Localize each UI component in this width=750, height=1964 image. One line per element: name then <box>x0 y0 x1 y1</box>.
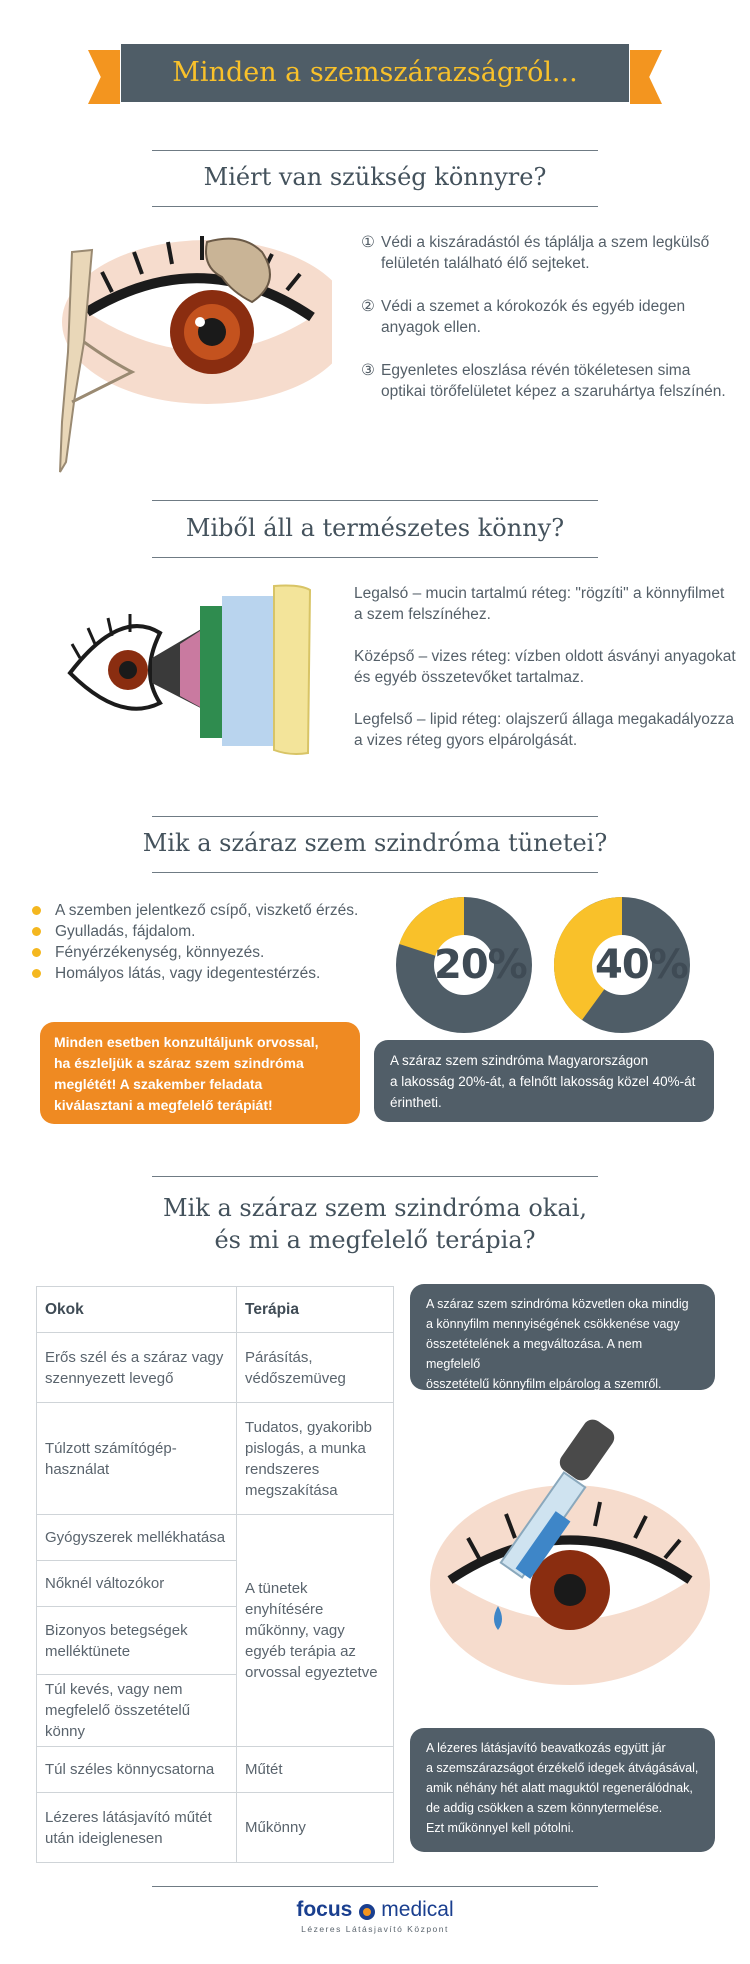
divider <box>152 206 598 207</box>
causes-therapy-table <box>36 1286 394 1863</box>
page-title: Minden a szemszárazságról... <box>121 44 629 102</box>
table-cell-therapy: Tudatos, gyakoribb pislogás, a munka rendszeres megszakítása <box>237 1403 394 1515</box>
symptom-list <box>32 900 358 984</box>
divider <box>152 500 598 501</box>
note-text: A lézeres látásjavító beavatkozás együtt jár <box>426 1741 666 1755</box>
statistic-note-box <box>374 1040 714 1122</box>
table-cell-cause: Túl kevés, vagy nem megfelelő összetételű könny <box>37 1675 237 1747</box>
bullet-dot-icon <box>32 948 41 957</box>
divider <box>152 1176 598 1177</box>
brand-tagline: Lézeres Látásjavító Központ <box>301 1924 449 1934</box>
column-header-causes: Okok <box>37 1287 237 1333</box>
note-text: de addig csökken a szem könnytermelése. <box>426 1801 663 1815</box>
benefit-item-3 <box>361 360 726 402</box>
table-row <box>37 1793 394 1863</box>
table-cell-therapy: Műtét <box>237 1747 394 1793</box>
layer-text: Középső – vizes réteg: vízben oldott ásványi anyagokat <box>354 648 736 665</box>
note-text: amik néhány hét alatt maguktól regenerálódnak, <box>426 1781 693 1795</box>
table-cell-cause: Lézeres látásjavító műtét után ideiglenesen <box>37 1793 237 1863</box>
layer-text: Legfelső – lipid réteg: olajszerű állaga megakadályozza <box>354 711 734 728</box>
advice-text: Minden esetben konzultáljunk orvossal, <box>54 1034 319 1050</box>
table-header-row <box>37 1287 394 1333</box>
note-text: A száraz szem szindróma Magyarországon <box>390 1053 649 1068</box>
benefit-text: Védi a szemet a kórokozók és egyéb idegen <box>381 298 686 315</box>
note-text: A száraz szem szindróma közvetlen oka mindig <box>426 1297 689 1311</box>
table-cell-therapy: Párásítás, védőszemüveg <box>237 1333 394 1403</box>
note-text: a szemszárazságot érzékelő idegek átvágásával, <box>426 1761 699 1775</box>
eye-drop-illustration <box>420 1410 720 1700</box>
footer-logo <box>0 1898 750 1934</box>
table-cell-therapy: Műkönny <box>237 1793 394 1863</box>
bullet-dot-icon <box>32 906 41 915</box>
divider <box>152 557 598 558</box>
tear-film-layers-illustration <box>60 578 330 756</box>
cause-note-box <box>410 1284 715 1390</box>
note-text: érintheti. <box>390 1095 442 1110</box>
layer-text: a szem felszínéhez. <box>354 606 491 623</box>
benefit-text: anyagok ellen. <box>381 319 481 336</box>
banner-ribbon-left <box>88 50 120 104</box>
benefit-number: ③ <box>361 362 375 379</box>
table-cell-cause: Bizonyos betegségek melléktünete <box>37 1607 237 1675</box>
divider <box>152 816 598 817</box>
benefit-number: ① <box>361 234 375 251</box>
table-cell-cause: Nőknél változókor <box>37 1561 237 1607</box>
divider <box>152 872 598 873</box>
advice-box <box>40 1022 360 1124</box>
section-title-causes <box>0 1192 750 1256</box>
table-cell-therapy: A tünetek enyhítésére műkönny, vagy egyéb terápia az orvossal egyeztetve <box>237 1515 394 1747</box>
laser-note-box <box>410 1728 715 1852</box>
table-row <box>37 1747 394 1793</box>
bullet-dot-icon <box>32 927 41 936</box>
note-text: a könnyfilm mennyiségének csökkenése vagy <box>426 1317 680 1331</box>
table-cell-cause: Túlzott számítógép-használat <box>37 1403 237 1515</box>
section-title-why-tears: Miért van szükség könnyre? <box>203 163 547 191</box>
benefit-text: felületén található élő sejteket. <box>381 255 590 272</box>
table-row <box>37 1515 394 1561</box>
section-title-line: és mi a megfelelő terápia? <box>214 1226 536 1254</box>
note-text: Ezt műkönnyel kell pótolni. <box>426 1821 574 1835</box>
table-row <box>37 1333 394 1403</box>
benefit-number: ② <box>361 298 375 315</box>
advice-text: kiválasztani a megfelelő terápiát! <box>54 1097 273 1113</box>
benefit-item-2 <box>361 296 685 338</box>
brand-name-medical: medical <box>381 1898 454 1921</box>
column-header-therapy: Terápia <box>237 1287 394 1333</box>
section-title-tear-composition: Miből áll a természetes könny? <box>185 514 565 542</box>
list-item: Homályos látás, vagy idegentestérzés. <box>32 963 358 984</box>
table-cell-cause: Gyógyszerek mellékhatása <box>37 1515 237 1561</box>
layer-text: a vizes réteg gyors elpárolgását. <box>354 732 578 749</box>
table-cell-cause: Erős szél és a száraz vagy szennyezett levegő <box>37 1333 237 1403</box>
tear-gland-eye-illustration <box>32 222 332 522</box>
pie-20-label: 20% <box>434 942 527 988</box>
tear-layer-bottom <box>354 583 724 625</box>
layer-text: Legalsó – mucin tartalmú réteg: "rögzíti" a könnyfilmet <box>354 585 725 602</box>
note-text: a lakosság 20%-át, a felnőtt lakosság közel 40%-át <box>390 1074 696 1089</box>
benefit-text: Védi a kiszáradástól és táplálja a szem legkülső <box>381 234 710 251</box>
table-cell-cause: Túl széles könnycsatorna <box>37 1747 237 1793</box>
tear-layer-middle <box>354 646 736 688</box>
list-item: Gyulladás, fájdalom. <box>32 921 358 942</box>
list-item: Fényérzékenység, könnyezés. <box>32 942 358 963</box>
divider <box>152 150 598 151</box>
note-text: összetételű könnyfilm elpárolog a szemről. <box>426 1377 662 1391</box>
note-text: összetételének a megváltozása. A nem megfelelő <box>426 1337 643 1371</box>
pie-40-label: 40% <box>595 942 688 988</box>
benefit-text: optikai törőfelületet képez a szaruhártya felszínén. <box>381 383 726 400</box>
advice-text: meglétét! A szakember feladata <box>54 1076 263 1092</box>
divider <box>152 1886 598 1887</box>
section-title-symptoms: Mik a száraz szem szindróma tünetei? <box>142 829 608 857</box>
table-row <box>37 1403 394 1515</box>
layer-text: és egyéb összetevőket tartalmaz. <box>354 669 585 686</box>
benefit-item-1 <box>361 232 709 274</box>
eye-logo-icon <box>359 1904 375 1920</box>
brand-name-focus: focus <box>296 1898 353 1921</box>
benefit-text: Egyenletes eloszlása révén tökéletesen sima <box>381 362 691 379</box>
bullet-dot-icon <box>32 969 41 978</box>
advice-text: ha észleljük a száraz szem szindróma <box>54 1055 304 1071</box>
section-title-line: Mik a száraz szem szindróma okai, <box>163 1194 587 1222</box>
tear-layer-top <box>354 709 734 751</box>
banner-ribbon-right <box>630 50 662 104</box>
list-item: A szemben jelentkező csípő, viszkető érzés. <box>32 900 358 921</box>
